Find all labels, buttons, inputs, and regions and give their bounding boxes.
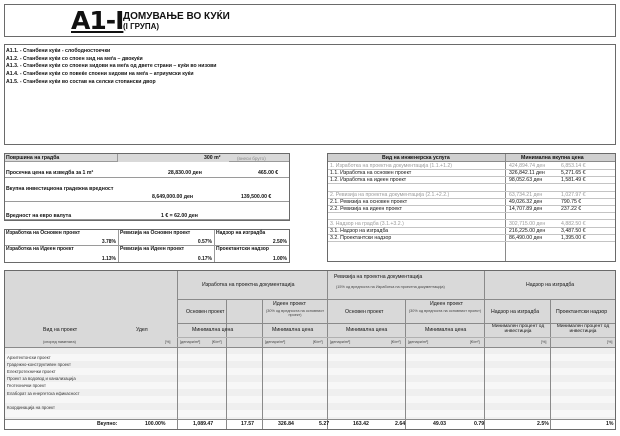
col-share-unit: [%] bbox=[165, 340, 171, 344]
unit-den: [денари/m²] bbox=[408, 340, 429, 344]
sub-design-supervision: Проектантски надзор bbox=[556, 309, 608, 315]
category-list bbox=[4, 44, 616, 145]
total-rev-main-den: 163.42 bbox=[353, 421, 369, 427]
min-pct-label: Минимален процент од инвестиција bbox=[556, 324, 610, 334]
col-project-type: Вид на проект bbox=[43, 327, 78, 333]
pct-cell bbox=[5, 230, 119, 246]
engineering-row-eur: 790.75 € bbox=[561, 199, 582, 205]
group-design: Изработка на проектна документација bbox=[202, 282, 295, 288]
engineering-row-den: 424,894.74 ден bbox=[509, 163, 546, 169]
project-row-label: Координација на проект bbox=[7, 404, 55, 410]
engineering-row bbox=[328, 163, 615, 170]
unit-den: [денари/m²] bbox=[330, 340, 351, 344]
euro-rate-row bbox=[5, 210, 289, 220]
engineering-row-den: 14,707.89 ден bbox=[509, 206, 543, 213]
price-eur: 465.00 € bbox=[258, 170, 279, 176]
col-divider bbox=[177, 271, 178, 429]
unit-eur: [€/m²] bbox=[212, 340, 222, 344]
project-row-label: Проект за водовод и канализација bbox=[7, 376, 76, 382]
investment-den: 8,649,000.00 ден bbox=[152, 194, 194, 200]
totals-divider bbox=[5, 419, 615, 420]
pct-value: 0.17% bbox=[197, 256, 212, 262]
col-project-type-hint: (според намената) bbox=[43, 340, 76, 344]
min-price-label: Минимална цена bbox=[425, 327, 467, 333]
price-label: Просечна цена на изведба за 1 m² bbox=[6, 170, 94, 176]
unit-eur: [€/m²] bbox=[470, 340, 480, 344]
pct-label: Ревизија на Основен проект bbox=[120, 230, 191, 236]
totals-label: Вкупно: bbox=[97, 421, 118, 427]
col-divider bbox=[550, 299, 551, 429]
col-divider bbox=[327, 271, 328, 429]
min-pct-label: Минимален процент од инвестиција bbox=[491, 324, 545, 334]
percentages-panel bbox=[4, 229, 290, 263]
engineering-row-eur: 237.22 € bbox=[561, 206, 582, 213]
price-den: 28,830.00 ден bbox=[168, 170, 202, 176]
pct-label: Проектантски надзор bbox=[216, 246, 269, 252]
total-rev-idea-den: 49.03 bbox=[433, 421, 446, 427]
investment-row bbox=[5, 184, 289, 202]
group-supervision: Надзор на изградба bbox=[526, 282, 575, 288]
project-row-label: Електротехнички проект bbox=[7, 369, 56, 375]
category-code: A1-I bbox=[71, 6, 124, 35]
project-row-label: Елаборат за енергетска ефикасност bbox=[7, 390, 80, 396]
pct-label: Изработка на Идеен проект bbox=[6, 246, 74, 252]
engineering-row bbox=[328, 192, 615, 199]
engineering-row-eur: 5,271.65 € bbox=[561, 170, 586, 177]
area-label: Површина на градба bbox=[6, 155, 60, 161]
investment-eur: 139,500.00 € bbox=[241, 194, 272, 200]
min-price-label: Минимална цена bbox=[272, 327, 314, 333]
page-title: ДОМУВАЊЕ ВО КУЌИ bbox=[123, 11, 230, 22]
pct-value: 3.78% bbox=[101, 239, 116, 245]
engineering-row bbox=[328, 235, 615, 242]
pct-cell bbox=[215, 230, 289, 246]
min-price-label: Минимална цена bbox=[192, 327, 234, 333]
engineering-row-eur: 1,581.49 € bbox=[561, 177, 586, 184]
unit-den: [денари/m²] bbox=[180, 340, 201, 344]
group-revision-hint: (15% од вредноста на Изработка на проектна документација) bbox=[336, 285, 445, 289]
engineering-row bbox=[328, 213, 615, 220]
list-item: А1.1. - Станбени куќи - слободностоечки bbox=[6, 48, 111, 54]
engineering-row-den: 86,490.00 ден bbox=[509, 235, 543, 241]
engineering-col-service: Вид на инженерска услуга bbox=[382, 155, 450, 161]
unit-pct: [%] bbox=[607, 340, 613, 344]
pct-cell bbox=[5, 246, 119, 262]
engineering-row-label: 2. Ревизија на проектна документација (2.1.+2.2.) bbox=[330, 191, 450, 198]
project-row-label: Геотехнички проект bbox=[7, 383, 46, 389]
engineering-row bbox=[328, 199, 615, 206]
list-item: А1.5. - Станбени куќи во состав на селски стопански двор bbox=[6, 78, 156, 85]
total-rev-main-eur: 2.64 bbox=[395, 421, 406, 427]
engineering-row bbox=[328, 221, 615, 228]
engineering-row-eur: 1,027.97 € bbox=[561, 191, 586, 198]
engineering-col-min: Минимална вкупна цена bbox=[521, 155, 584, 161]
engineering-row-den: 302,715.00 ден bbox=[509, 220, 546, 227]
header-divider bbox=[5, 347, 615, 348]
unit-den: [денари/m²] bbox=[265, 340, 286, 344]
euro-rate-value: 1 € = 62.00 ден bbox=[161, 213, 198, 219]
engineering-row-den: 326,842.11 ден bbox=[509, 170, 545, 177]
engineering-header bbox=[328, 154, 615, 162]
area-value: 300 m² bbox=[204, 155, 221, 161]
engineering-row-den: 216,225.00 ден bbox=[509, 227, 546, 234]
total-main-eur: 17.57 bbox=[241, 421, 254, 427]
unit-pct: [%] bbox=[541, 340, 547, 344]
area-row bbox=[5, 154, 289, 162]
pct-value: 1.13% bbox=[101, 256, 116, 262]
investment-label: Вкупна инвестициона градежна вредност bbox=[6, 186, 114, 192]
total-main-den: 1,089.47 bbox=[193, 421, 214, 427]
pct-cell bbox=[119, 246, 215, 262]
col-divider bbox=[262, 299, 263, 429]
total-rev-idea-eur: 0.79 bbox=[474, 421, 485, 427]
header-divider bbox=[177, 323, 615, 324]
sub-idea-rev-hint: (30% од вредноста на основниот проект) bbox=[408, 309, 482, 313]
building-info-panel bbox=[4, 153, 290, 221]
engineering-row-den: 49,026.32 ден bbox=[509, 199, 543, 205]
engineering-row-eur: 4,882.50 € bbox=[561, 220, 586, 227]
sub-main-project-rev: Основен проект bbox=[345, 309, 384, 315]
sub-idea-project-rev: Идеен проект bbox=[430, 301, 463, 307]
price-row bbox=[5, 168, 289, 178]
sub-idea-project: Идеен проект bbox=[273, 301, 306, 307]
project-row-label: Архитектонски проект bbox=[7, 355, 51, 360]
engineering-row bbox=[328, 228, 615, 235]
engineering-row-den: 98,052.63 ден bbox=[509, 177, 543, 184]
pct-value: 2.50% bbox=[272, 239, 287, 245]
pct-label: Надзор на изградба bbox=[216, 230, 266, 236]
engineering-row-label: 3.2. Проектантски надзор bbox=[330, 235, 392, 241]
engineering-row bbox=[328, 177, 615, 184]
engineering-row-label: 2.2. Ревизија на идеен проект bbox=[330, 206, 402, 213]
fees-table-body bbox=[5, 347, 615, 419]
total-idea-eur: 5.27 bbox=[319, 421, 330, 427]
engineering-row-label: 1. Изработка на проектна документација (1.1.+1.2) bbox=[330, 163, 453, 169]
engineering-row-label: 1.1. Изработка на основен проект bbox=[330, 170, 412, 177]
engineering-row-eur: 6,853.14 € bbox=[561, 163, 586, 169]
unit-eur: [€/m²] bbox=[391, 340, 401, 344]
pct-cell bbox=[215, 246, 289, 262]
engineering-row-label: 3.1. Надзор на изградба bbox=[330, 227, 389, 234]
col-share: Удел bbox=[136, 327, 148, 333]
area-hint: (внеси бруто) bbox=[237, 156, 266, 161]
engineering-row-eur: 3,487.50 € bbox=[561, 227, 586, 234]
header-divider bbox=[177, 299, 615, 300]
pct-value: 1.00% bbox=[272, 256, 287, 262]
engineering-row-label: 1.2. Изработка на идеен проект bbox=[330, 177, 407, 184]
fees-table bbox=[4, 270, 616, 430]
engineering-row-den: 63,734.21 ден bbox=[509, 191, 543, 198]
header-divider bbox=[177, 337, 615, 338]
project-row-label: Градежно-конструктивен проект bbox=[7, 362, 71, 368]
list-item: А1.3. - Станбени куќи со споени ѕидови на меѓа од двете страни – куќи во низови bbox=[6, 63, 217, 70]
pct-label: Изработка на Основен проект bbox=[6, 230, 81, 236]
engineering-row-label: 2.1. Ревизија на основен проект bbox=[330, 199, 408, 205]
total-design-supervision: 1% bbox=[606, 421, 614, 427]
sub-supervision: Надзор на изградба bbox=[491, 309, 540, 315]
page-subtitle: (I ГРУПА) bbox=[123, 22, 160, 31]
engineering-row-eur: 1,395.00 € bbox=[561, 235, 586, 241]
group-revision: Ревизија на проектна документација bbox=[334, 274, 423, 280]
engineering-row bbox=[328, 170, 615, 177]
total-share: 100.00% bbox=[145, 421, 166, 427]
min-price-label: Минимална цена bbox=[346, 327, 388, 333]
pct-cell bbox=[119, 230, 215, 246]
engineering-row-label: 3. Надзор на градба (3.1.+3.2.) bbox=[330, 220, 404, 227]
unit-eur: [€/m²] bbox=[313, 340, 323, 344]
col-divider bbox=[484, 271, 485, 429]
engineering-row bbox=[328, 185, 615, 192]
engineering-row bbox=[328, 206, 615, 213]
header-box bbox=[4, 4, 616, 37]
pct-label: Ревизија на Идеен проект bbox=[120, 246, 185, 252]
list-item: А1.2. - Станбени куќи со споен ѕид на меѓа – двокуќи bbox=[6, 55, 143, 62]
total-idea-den: 326.84 bbox=[278, 421, 294, 427]
col-divider bbox=[226, 299, 227, 429]
pct-value: 0.57% bbox=[197, 239, 212, 245]
sub-main-project: Основен проект bbox=[186, 309, 225, 315]
sub-idea-hint: (30% од вредноста на основниот проект) bbox=[265, 309, 325, 317]
euro-rate-label: Вредност на евро валута bbox=[6, 213, 72, 219]
total-supervision: 2.5% bbox=[537, 421, 549, 427]
engineering-services-table bbox=[327, 153, 616, 262]
list-item: А1.4. - Станбени куќи со повеќе споени ѕидови на меѓа – атриумски куќи bbox=[6, 71, 194, 78]
col-divider bbox=[405, 299, 406, 429]
